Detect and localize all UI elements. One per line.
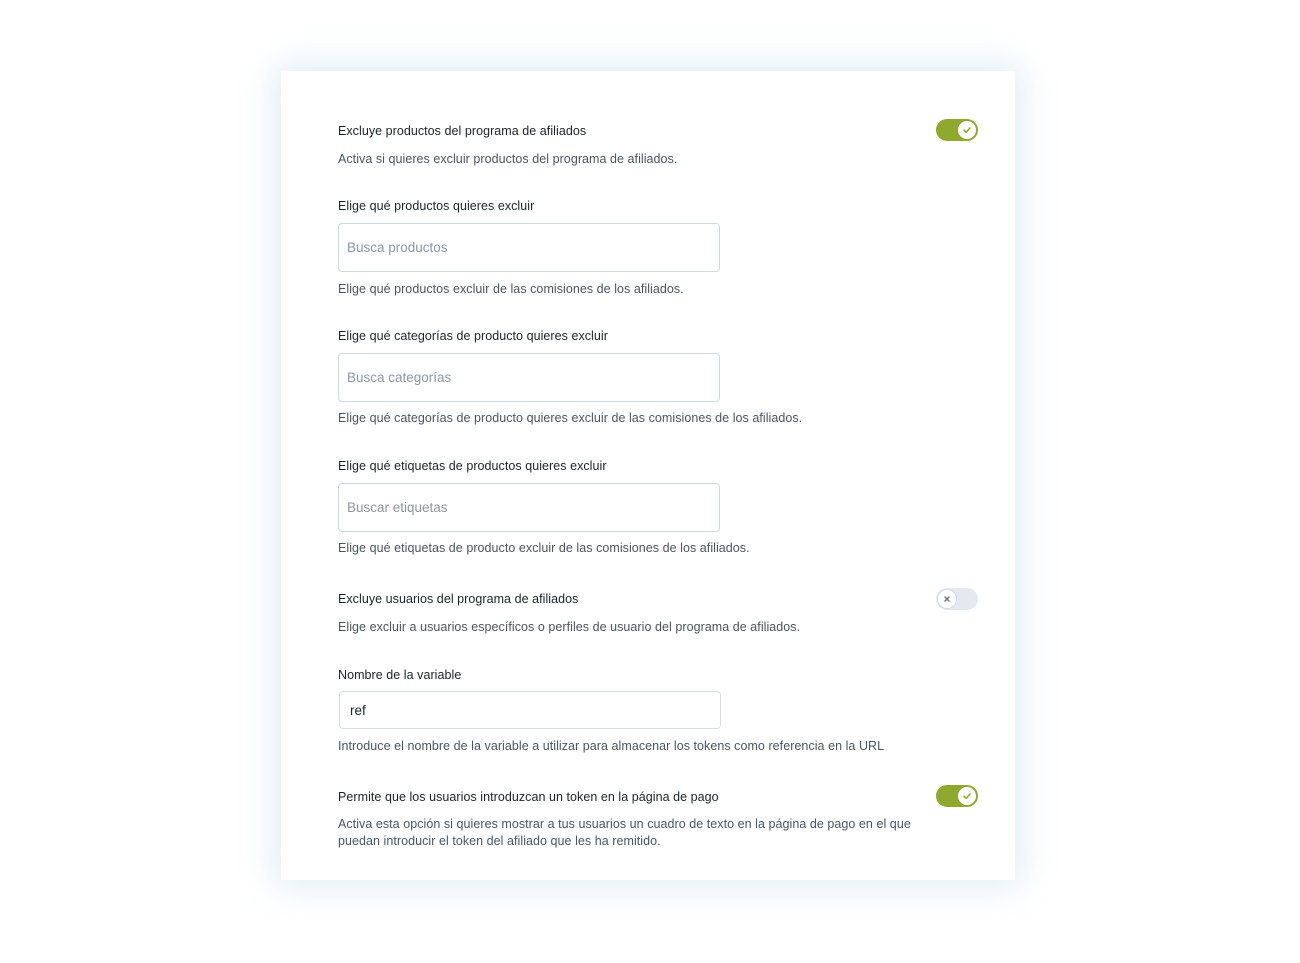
- categories-field-label: Elige qué categorías de producto quieres excluir: [338, 329, 608, 343]
- x-icon: [942, 594, 952, 604]
- tags-field-description: Elige qué etiquetas de producto excluir de las comisiones de los afiliados.: [338, 541, 750, 555]
- toggle-knob: [958, 787, 976, 805]
- categories-field-description: Elige qué categorías de producto quieres excluir de las comisiones de los afiliados.: [338, 411, 803, 425]
- check-icon: [962, 125, 972, 135]
- toggle-knob: [938, 590, 956, 608]
- exclude-products-toggle[interactable]: [936, 119, 978, 141]
- products-field-label: Elige qué productos quieres excluir: [338, 199, 535, 213]
- exclude-products-description: Activa si quieres excluir productos del programa de afiliados.: [338, 152, 678, 166]
- exclude-users-label: Excluye usuarios del programa de afiliados: [338, 592, 579, 606]
- variable-name-label: Nombre de la variable: [338, 668, 462, 682]
- tags-search-input[interactable]: [338, 483, 720, 532]
- exclude-users-toggle[interactable]: [936, 588, 978, 610]
- categories-search-input[interactable]: [338, 353, 720, 402]
- checkout-token-label: Permite que los usuarios introduzcan un token en la página de pago: [338, 790, 719, 804]
- exclude-users-description: Elige excluir a usuarios específicos o perfiles de usuario del programa de afiliados.: [338, 620, 801, 634]
- variable-name-input[interactable]: [339, 691, 721, 729]
- toggle-knob: [958, 121, 976, 139]
- settings-card: [281, 71, 1015, 880]
- products-search-input[interactable]: [338, 223, 720, 272]
- exclude-products-label: Excluye productos del programa de afiliados: [338, 124, 587, 138]
- tags-field-label: Elige qué etiquetas de productos quieres excluir: [338, 459, 607, 473]
- checkout-token-toggle[interactable]: [936, 785, 978, 807]
- check-icon: [962, 791, 972, 801]
- checkout-token-description: Activa esta opción si quieres mostrar a tus usuarios un cuadro de texto en la página de pago en el que puedan introducir el token del afiliado que les ha remitido.: [338, 817, 911, 848]
- products-field-description: Elige qué productos excluir de las comisiones de los afiliados.: [338, 282, 684, 296]
- variable-name-description: Introduce el nombre de la variable a utilizar para almacenar los tokens como referencia en la URL: [338, 739, 885, 753]
